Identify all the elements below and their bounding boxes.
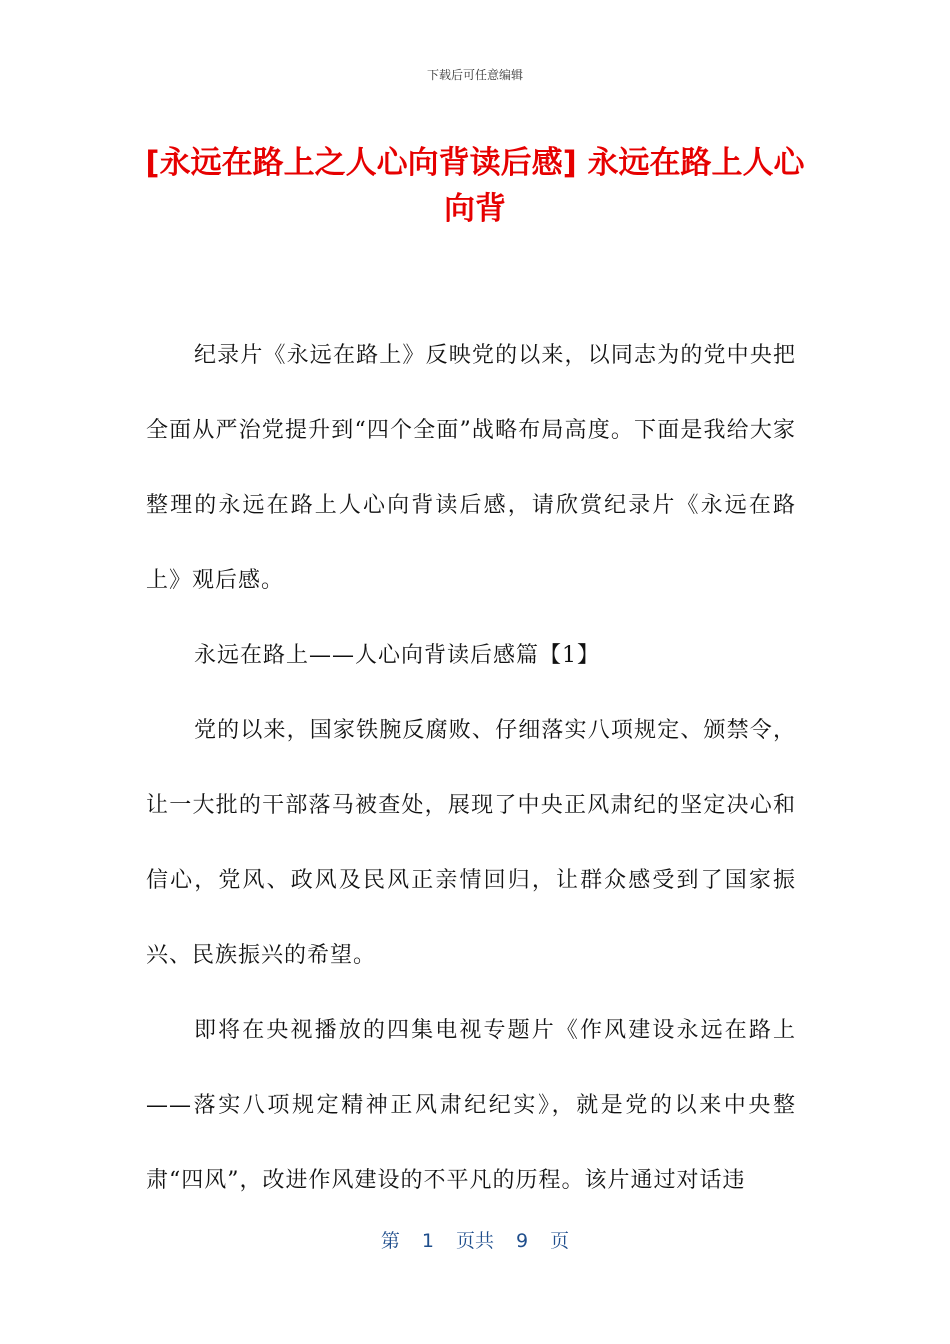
document-body — [146, 318, 796, 1218]
footer-label-end: 页 — [550, 1230, 570, 1252]
paragraph-intro: 纪录片《永远在路上》反映党的以来，以同志为的党中央把全面从严治党提升到“四个全面”战略布局高度。下面是我给大家整理的永远在路上人心向背读后感，请欣赏纪录片《永远在路上》观后感。 — [146, 343, 796, 593]
paragraph-body-2: 即将在央视播放的四集电视专题片《作风建设永远在路上——落实八项规定精神正风肃纪纪实》，就是党的以来中央整肃“四风”，改进作风建设的不平凡的历程。该片通过对话违 — [146, 1018, 796, 1193]
footer-current-page: 1 — [421, 1230, 434, 1252]
page-footer — [0, 1226, 950, 1253]
header-note: 下载后可任意编辑 — [426, 68, 523, 82]
footer-label-total: 页共 — [455, 1230, 494, 1252]
document-title: [永远在路上之人心向背读后感] 永远在路上人心向背 — [145, 145, 805, 227]
paragraph-body-1: 党的以来，国家铁腕反腐败、仔细落实八项规定、颁禁令，让一大批的干部落马被查处，展现了中央正风肃纪的坚定决心和信心，党风、政风及民风正亲情回归，让群众感受到了国家振兴、民族振兴的希望。 — [146, 718, 796, 968]
footer-total-pages: 9 — [516, 1230, 529, 1252]
footer-label-page: 第 — [380, 1230, 400, 1252]
section-heading: 永远在路上——人心向背读后感篇【1】 — [194, 643, 600, 668]
